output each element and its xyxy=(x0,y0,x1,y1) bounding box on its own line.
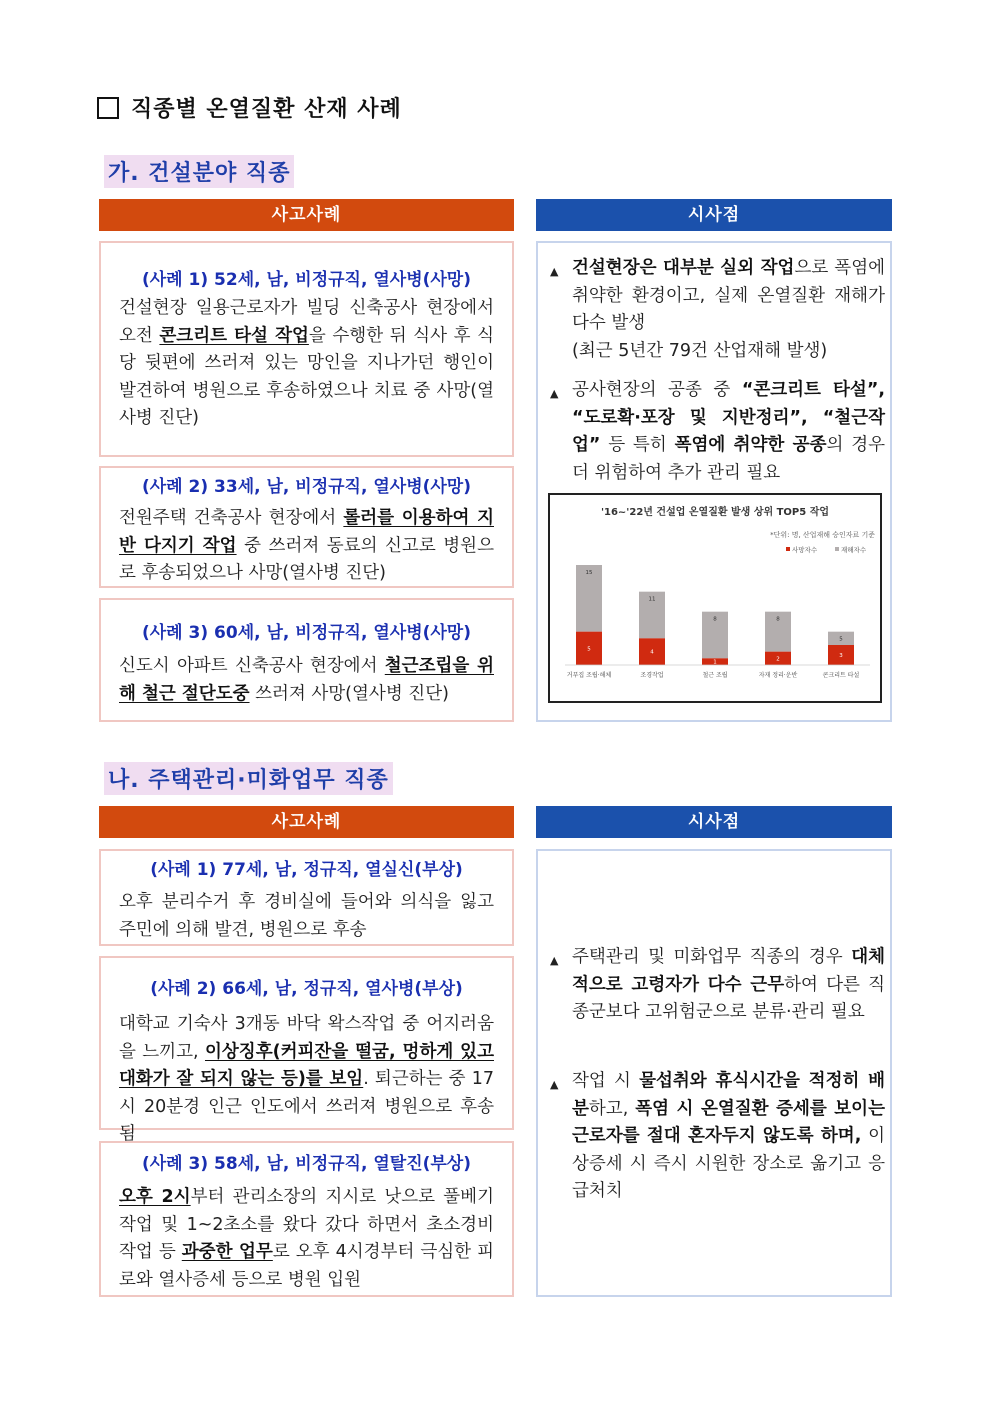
implication-emphasis: 폭염 시 온열질환 증세를 보이는 근로자를 절대 혼자두지 않도록 하며, xyxy=(572,1098,885,1146)
case-emphasis: 철근조립을 위해 철근 절단도중 xyxy=(119,656,494,704)
chart-note: *단위: 명, 산업재해 승인자료 기준 xyxy=(770,531,875,539)
page-title xyxy=(97,92,402,123)
case-body xyxy=(119,653,494,708)
case-text: 건설현장 일용근로자가 빌딩 신축공사 현장에서 오전 xyxy=(119,298,494,346)
implication-note: (최근 5년간 79건 산업재해 발생) xyxy=(572,340,828,361)
case-text: 오후 분리수거 후 경비실에 들어와 의식을 잃고 주민에 의해 발견, 병원으로 후송 xyxy=(119,892,494,940)
implication-text: 공사현장의 공종 중 xyxy=(572,380,742,400)
section-a-implications-header: 시사점 xyxy=(536,199,892,231)
section-a-implications xyxy=(536,241,892,722)
triangle-bullet-icon: ▲ xyxy=(550,387,559,400)
x-tick-label: 거푸집 조립·해체 xyxy=(566,672,612,679)
x-tick-label: 자재 정리·운반 xyxy=(758,672,798,679)
section-a-case-3 xyxy=(99,598,514,722)
case-text: 쓰러져 사망(열사병 진단) xyxy=(249,683,449,704)
implication-text: 하고, xyxy=(588,1098,636,1119)
chart-x-labels xyxy=(567,671,860,679)
data-label-deaths: 4 xyxy=(650,649,654,656)
case-title: (사례 3) 60세, 남, 비정규직, 열사병(사망) xyxy=(141,623,472,643)
data-label-injured: 8 xyxy=(713,616,717,623)
case-emphasis: 이상징후(커피잔을 떨굼, 멍하게 있고 대화가 잘 되지 않는 등)를 보임 xyxy=(119,1041,494,1089)
case-title: (사례 1) 77세, 남, 정규직, 열실신(부상) xyxy=(150,860,463,880)
section-a-cases-header: 사고사례 xyxy=(99,199,514,231)
implication-item xyxy=(550,255,885,365)
section-b-implications xyxy=(536,849,892,1297)
x-tick-label: 철근 조립 xyxy=(702,672,728,679)
case-emphasis: 오후 2시 xyxy=(119,1187,191,1207)
section-b-cases-header: 사고사례 xyxy=(99,806,514,838)
case-title: (사례 3) 58세, 남, 비정규직, 열탈진(부상) xyxy=(141,1154,472,1174)
implication-emphasis: 폭염에 취약한 공종 xyxy=(674,435,827,455)
section-b-case-2 xyxy=(99,956,514,1144)
section-b-case-1 xyxy=(99,849,514,946)
legend-swatch xyxy=(786,547,790,551)
implication-text: 이상증세 시 즉시 시원한 장소로 옮기고 응급처치 xyxy=(572,1126,885,1201)
implication-emphasis: 대체적으로 고령자가 다수 근무 xyxy=(572,947,885,995)
chart-frame xyxy=(548,493,882,703)
legend-swatch xyxy=(835,547,839,551)
triangle-bullet-icon: ▲ xyxy=(550,265,559,278)
case-body xyxy=(119,1011,494,1149)
checkbox-icon xyxy=(97,97,119,119)
case-text: 로 오후 4시경부터 극심한 피로와 열사증세 등으로 병원 입원 xyxy=(119,1242,495,1290)
implication-emphasis: 물섭취와 휴식시간을 적정히 배분 xyxy=(572,1071,886,1119)
case-text: 대학교 기숙사 3개동 바닥 왁스작업 중 어지러움을 느끼고, xyxy=(119,1014,494,1062)
data-label-deaths: 1 xyxy=(713,659,717,666)
data-label-deaths: 3 xyxy=(839,653,843,659)
case-body xyxy=(119,505,494,588)
case-body xyxy=(119,1184,494,1294)
triangle-bullet-icon: ▲ xyxy=(550,954,559,967)
case-title: (사례 1) 52세, 남, 비정규직, 열사병(사망) xyxy=(141,270,472,290)
section-b-case-3 xyxy=(99,1141,514,1297)
section-b-implications-header: 시사점 xyxy=(536,806,892,838)
section-a-title: 가. 건설분야 직종 xyxy=(104,155,294,188)
data-label-deaths: 2 xyxy=(776,656,780,663)
implication-text: 의 경우 더 위험하여 추가 관리 필요 xyxy=(572,435,886,483)
legend-label: 재해자수 xyxy=(841,546,867,554)
x-tick-label: 콘크리트 타설 xyxy=(822,672,860,679)
data-label-injured: 15 xyxy=(585,570,593,576)
implication-text: 으로 폭염에 취약한 환경이고, 실제 온열질환 재해가 다수 발생 xyxy=(572,258,885,333)
chart-title: '16~'22년 건설업 온열질환 발생 상위 TOP5 작업 xyxy=(600,507,830,518)
x-tick-label: 조경작업 xyxy=(640,672,664,679)
case-text: 부터 관리소장의 지시로 낫으로 풀베기 작업 및 1~2초소를 왔다 갔다 하면서 초소경비 작업 등 xyxy=(119,1187,494,1262)
legend-label: 사망자수 xyxy=(792,546,818,554)
case-text: 신도시 아파트 신축공사 현장에서 xyxy=(119,656,385,676)
section-a-case-2 xyxy=(99,466,514,588)
case-emphasis: 콘크리트 타설 작업 xyxy=(159,325,309,346)
case-title: (사례 2) 33세, 남, 비정규직, 열사병(사망) xyxy=(141,477,472,497)
implication-emphasis: “콘크리트 타설”, “도로확·포장 및 지반정리”, “철근작업” xyxy=(572,380,885,455)
implication-item xyxy=(550,944,886,1027)
case-title: (사례 2) 66세, 남, 정규직, 열사병(부상) xyxy=(150,979,463,999)
implication-item xyxy=(550,377,886,487)
case-text: . 퇴근하는 중 17시 20분경 인근 인도에서 쓰러져 병원으로 후송됨 xyxy=(119,1069,494,1144)
implication-text: 작업 시 xyxy=(572,1071,640,1091)
implication-item xyxy=(550,1068,886,1206)
implication-text: 주택관리 및 미화업무 직종의 경우 xyxy=(572,947,852,967)
triangle-bullet-icon: ▲ xyxy=(550,1078,559,1091)
chart-legend xyxy=(786,545,867,554)
case-body xyxy=(119,889,494,944)
case-emphasis: 과중한 업무 xyxy=(181,1242,273,1262)
case-text: 전원주택 건축공사 현장에서 xyxy=(119,508,344,528)
case-text: 을 수행한 뒤 식사 후 식당 뒷편에 쓰러져 있는 망인을 지나가던 행인이 발견하여 병원으로 후송하였으나 치료 중 사망(열사병 진단) xyxy=(119,325,494,428)
data-label-injured: 8 xyxy=(776,616,780,623)
data-label-injured: 5 xyxy=(839,636,843,643)
implication-text: 등 특히 xyxy=(600,435,675,455)
implication-emphasis: 건설현장은 대부분 실외 작업 xyxy=(572,258,795,278)
chart-bars xyxy=(565,565,870,666)
section-b-title: 나. 주택관리·미화업무 직종 xyxy=(104,762,393,795)
section-a-case-1 xyxy=(99,241,514,457)
page-title-text: 직종별 온열질환 산재 사례 xyxy=(131,97,402,122)
bar-chart xyxy=(550,495,880,701)
implication-text: 하여 다른 직종군보다 고위험군으로 분류·관리 필요 xyxy=(572,974,886,1022)
data-label-injured: 11 xyxy=(648,596,656,603)
case-emphasis: 롤러를 이용하여 지반 다지기 작업 xyxy=(119,508,494,556)
case-body xyxy=(119,295,494,433)
data-label-deaths: 5 xyxy=(587,646,591,653)
case-text: 중 쓰러져 동료의 신고로 병원으로 후송되었으나 사망(열사병 진단) xyxy=(119,535,494,583)
